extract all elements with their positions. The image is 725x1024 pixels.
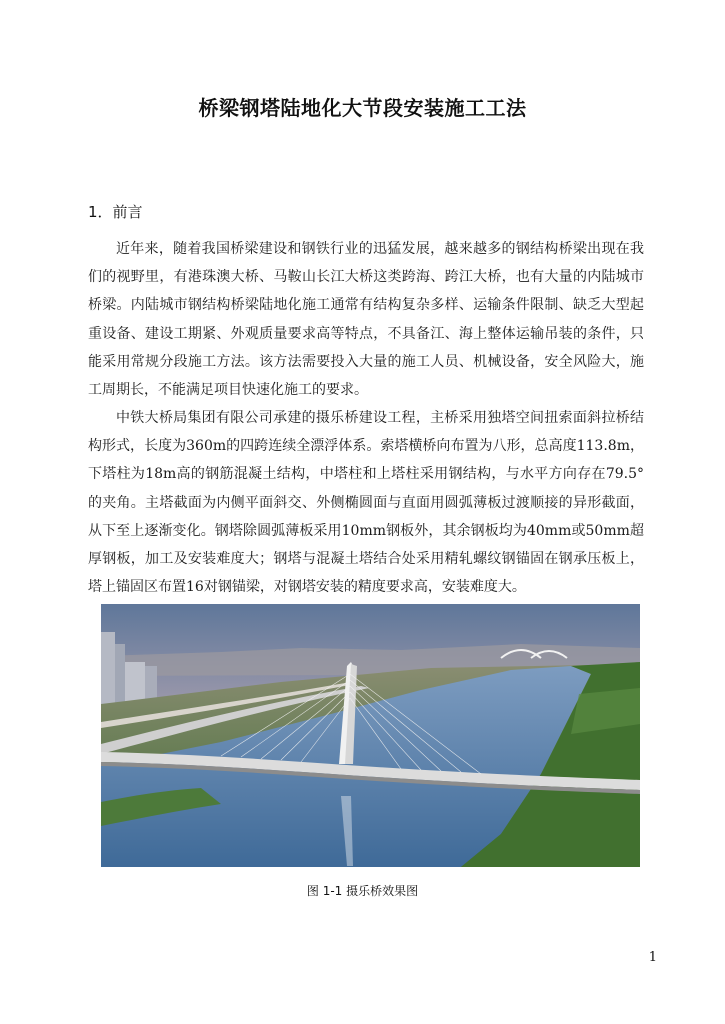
section-heading: 1．前言: [88, 203, 143, 221]
paragraph-text: 近年来，随着我国桥梁建设和钢铁行业的迅猛发展，越来越多的钢结构桥梁出现在我们的视野里，有港珠澳大桥、马鞍山长江大桥这类跨海、跨江大桥，也有大量的内陆城市桥梁。内陆城市钢结构桥梁陆地化施工通常有结构复杂多样、运输条件限制、缺乏大型起重设备、建设工期紧、外观质量要求高等特点，不具备江、海上整体运输吊装的条件，只能采用常规分段施工方法。该方法需要投入大量的施工人员、机械设备，安全风险大，施工周期长，不能满足项目快速化施工的要求。: [88, 241, 644, 399]
document-title: 桥梁钢塔陆地化大节段安装施工工法: [198, 96, 527, 120]
body-paragraph-1: [88, 235, 644, 404]
page-number: 1: [648, 950, 657, 965]
paragraph-text: 中铁大桥局集团有限公司承建的摄乐桥建设工程，主桥采用独塔空间扭索面斜拉桥结构形式，长度为360m的四跨连续全漂浮体系。索塔横桥向布置为八形，总高度113.8m，下塔柱为18m高的钢筋混凝土结构，中塔柱和上塔柱采用钢结构，与水平方向存在79.5°的夹角。主塔截面为内侧平面斜交、外侧椭圆面与直面用圆弧薄板过渡顺接的异形截面，从下至上逐渐变化。钢塔除圆弧薄板采用10mm钢板外，其余钢板均为40mm或50mm超厚钢板，加工及安装难度大；钢塔与混凝土塔结合处采用精轧螺纹钢锚固在钢承压板上，塔上锚固区布置16对钢锚梁，对钢塔安装的精度要求高，安装难度大。: [88, 410, 644, 596]
bridge-rendering-image: [101, 604, 640, 867]
figure-caption: 图 1-1 摄乐桥效果图: [306, 884, 419, 898]
body-paragraph-2: [88, 404, 644, 601]
